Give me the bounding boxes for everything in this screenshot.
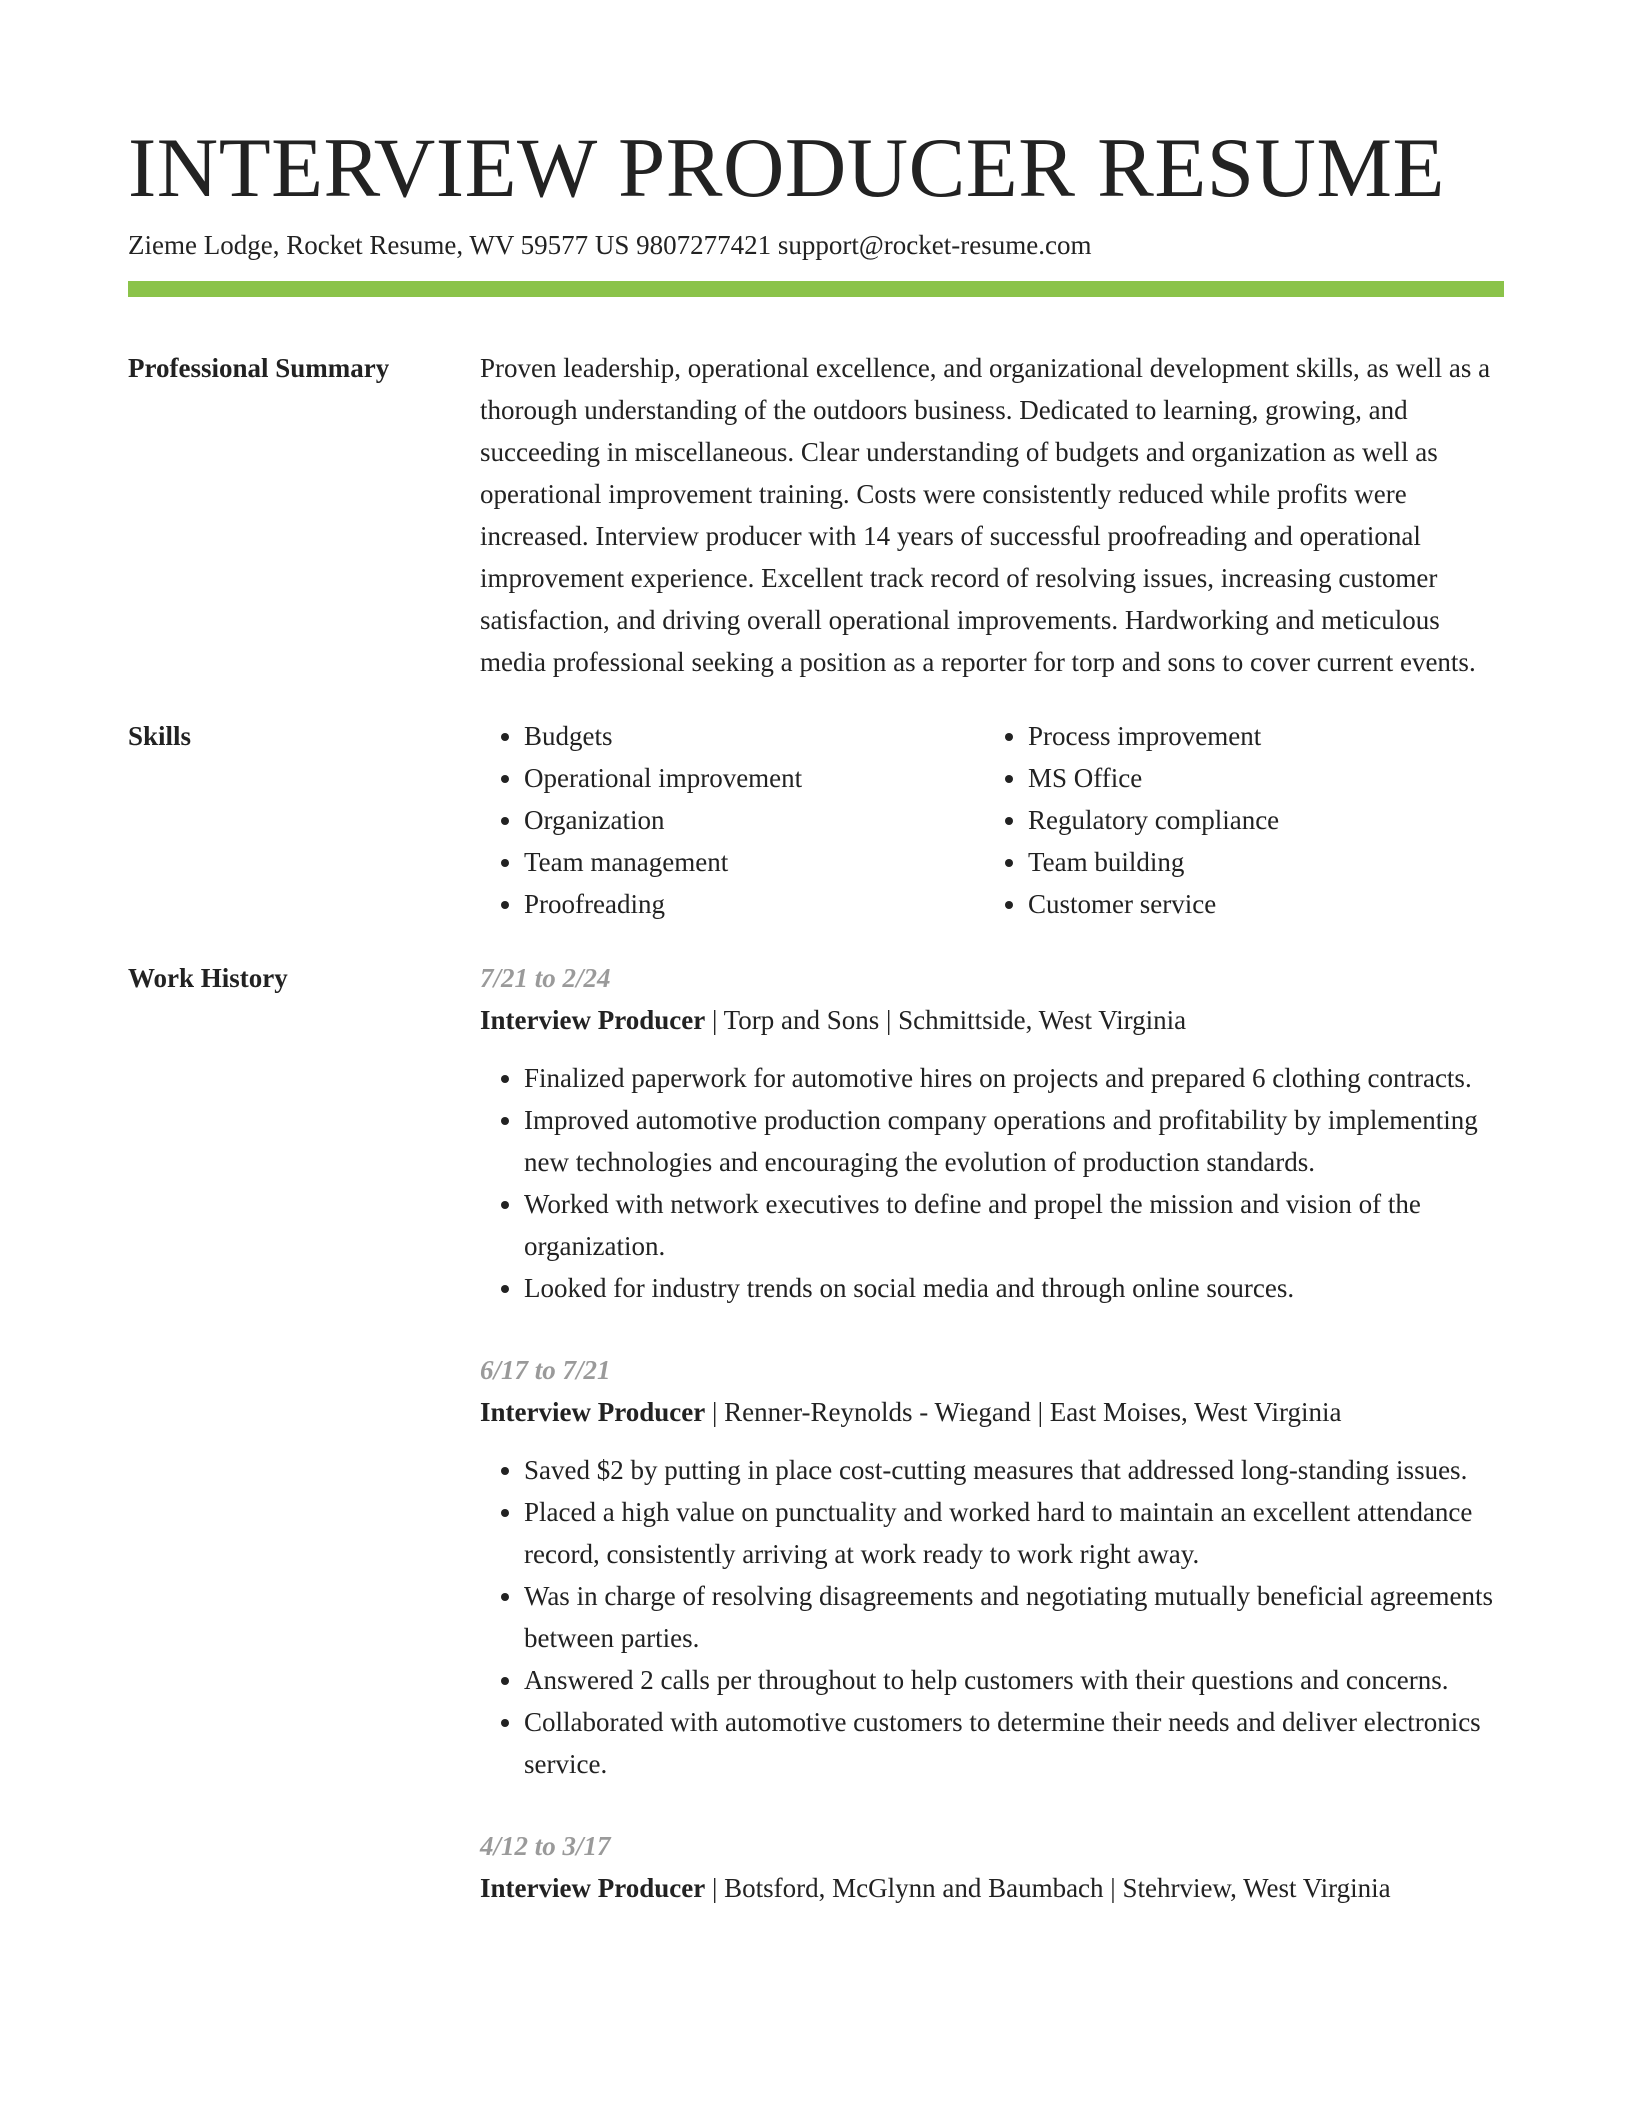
job-heading [480,1391,1504,1433]
job-entry [480,957,1504,1309]
job-bullet: • Looked for industry trends on social media and through online sources. [524,1267,1504,1309]
skill-item: • Team building [1028,841,1448,883]
skills-list-left [480,715,984,925]
job-dates: 7/21 to 2/24 [480,963,611,993]
work-history-section [128,957,1504,1949]
skill-item: • Team management [524,841,984,883]
job-heading [480,999,1504,1041]
job-bullets [480,1449,1504,1785]
job-bullet: • Collaborated with automotive customers to determine their needs and deliver electronics service. [524,1701,1504,1785]
job-dates: 4/12 to 3/17 [480,1831,611,1861]
job-title: Interview Producer [480,1873,706,1903]
skill-item: • Budgets [524,715,984,757]
job-bullet: • Improved automotive production company operations and profitability by implementing new technologies and encouraging the evolution of production standards. [524,1099,1504,1183]
job-heading [480,1867,1504,1909]
job-bullet: • Was in charge of resolving disagreements and negotiating mutually beneficial agreements between parties. [524,1575,1504,1659]
resume-page [128,0,1504,1949]
job-bullet: • Placed a high value on punctuality and worked hard to maintain an excellent attendance record, consistently arriving at work ready to work right away. [524,1491,1504,1575]
section-label-summary: Professional Summary [128,353,390,383]
job-bullet: • Answered 2 calls per throughout to help customers with their questions and concerns. [524,1659,1504,1701]
job-details: | Torp and Sons | Schmittside, West Virginia [705,1005,1187,1035]
skill-item: • Proofreading [524,883,984,925]
job-bullets [480,1057,1504,1309]
summary-text: Proven leadership, operational excellence, and organizational development skills, as well as a thorough understanding of the outdoors business. Dedicated to learning, growing, and succeeding in miscellaneous. Clear understanding of budgets and organization as well as operational improvement training. Costs were consistently reduced while profits were increased. Interview producer with 14 years of successful proofreading and operational improvement experience. Excellent track record of resolving issues, increasing customer satisfaction, and driving overall operational improvements. Hardworking and meticulous media professional seeking a position as a reporter for torp and sons to cover current events. [480,353,1491,677]
job-bullet: • Saved $2 by putting in place cost-cutting measures that addressed long-standing issues. [524,1449,1504,1491]
job-bullet: • Finalized paperwork for automotive hires on projects and prepared 6 clothing contracts. [524,1057,1504,1099]
contact-line: Zieme Lodge, Rocket Resume, WV 59577 US 9807277421 support@rocket-resume.com [128,230,1092,260]
job-bullet: • Worked with network executives to define and propel the mission and vision of the organization. [524,1183,1504,1267]
skill-item: • Organization [524,799,984,841]
skill-item: • Regulatory compliance [1028,799,1448,841]
summary-section [128,347,1504,683]
job-entry [480,1349,1504,1785]
skill-item: • Process improvement [1028,715,1448,757]
job-title: Interview Producer [480,1397,706,1427]
section-label-work-history: Work History [128,963,288,993]
skill-item: • Operational improvement [524,757,984,799]
skill-item: • MS Office [1028,757,1448,799]
job-entry [480,1825,1504,1909]
job-title: Interview Producer [480,1005,706,1035]
resume-title: INTERVIEW PRODUCER RESUME [128,121,1445,215]
section-label-skills: Skills [128,721,192,751]
job-details: | Renner-Reynolds - Wiegand | East Moises, West Virginia [705,1397,1342,1427]
skills-section [128,715,1504,925]
skill-item: • Customer service [1028,883,1448,925]
skills-list-right [984,715,1448,925]
job-details: | Botsford, McGlynn and Baumbach | Stehrview, West Virginia [705,1873,1391,1903]
accent-divider [128,281,1504,297]
job-dates: 6/17 to 7/21 [480,1355,611,1385]
